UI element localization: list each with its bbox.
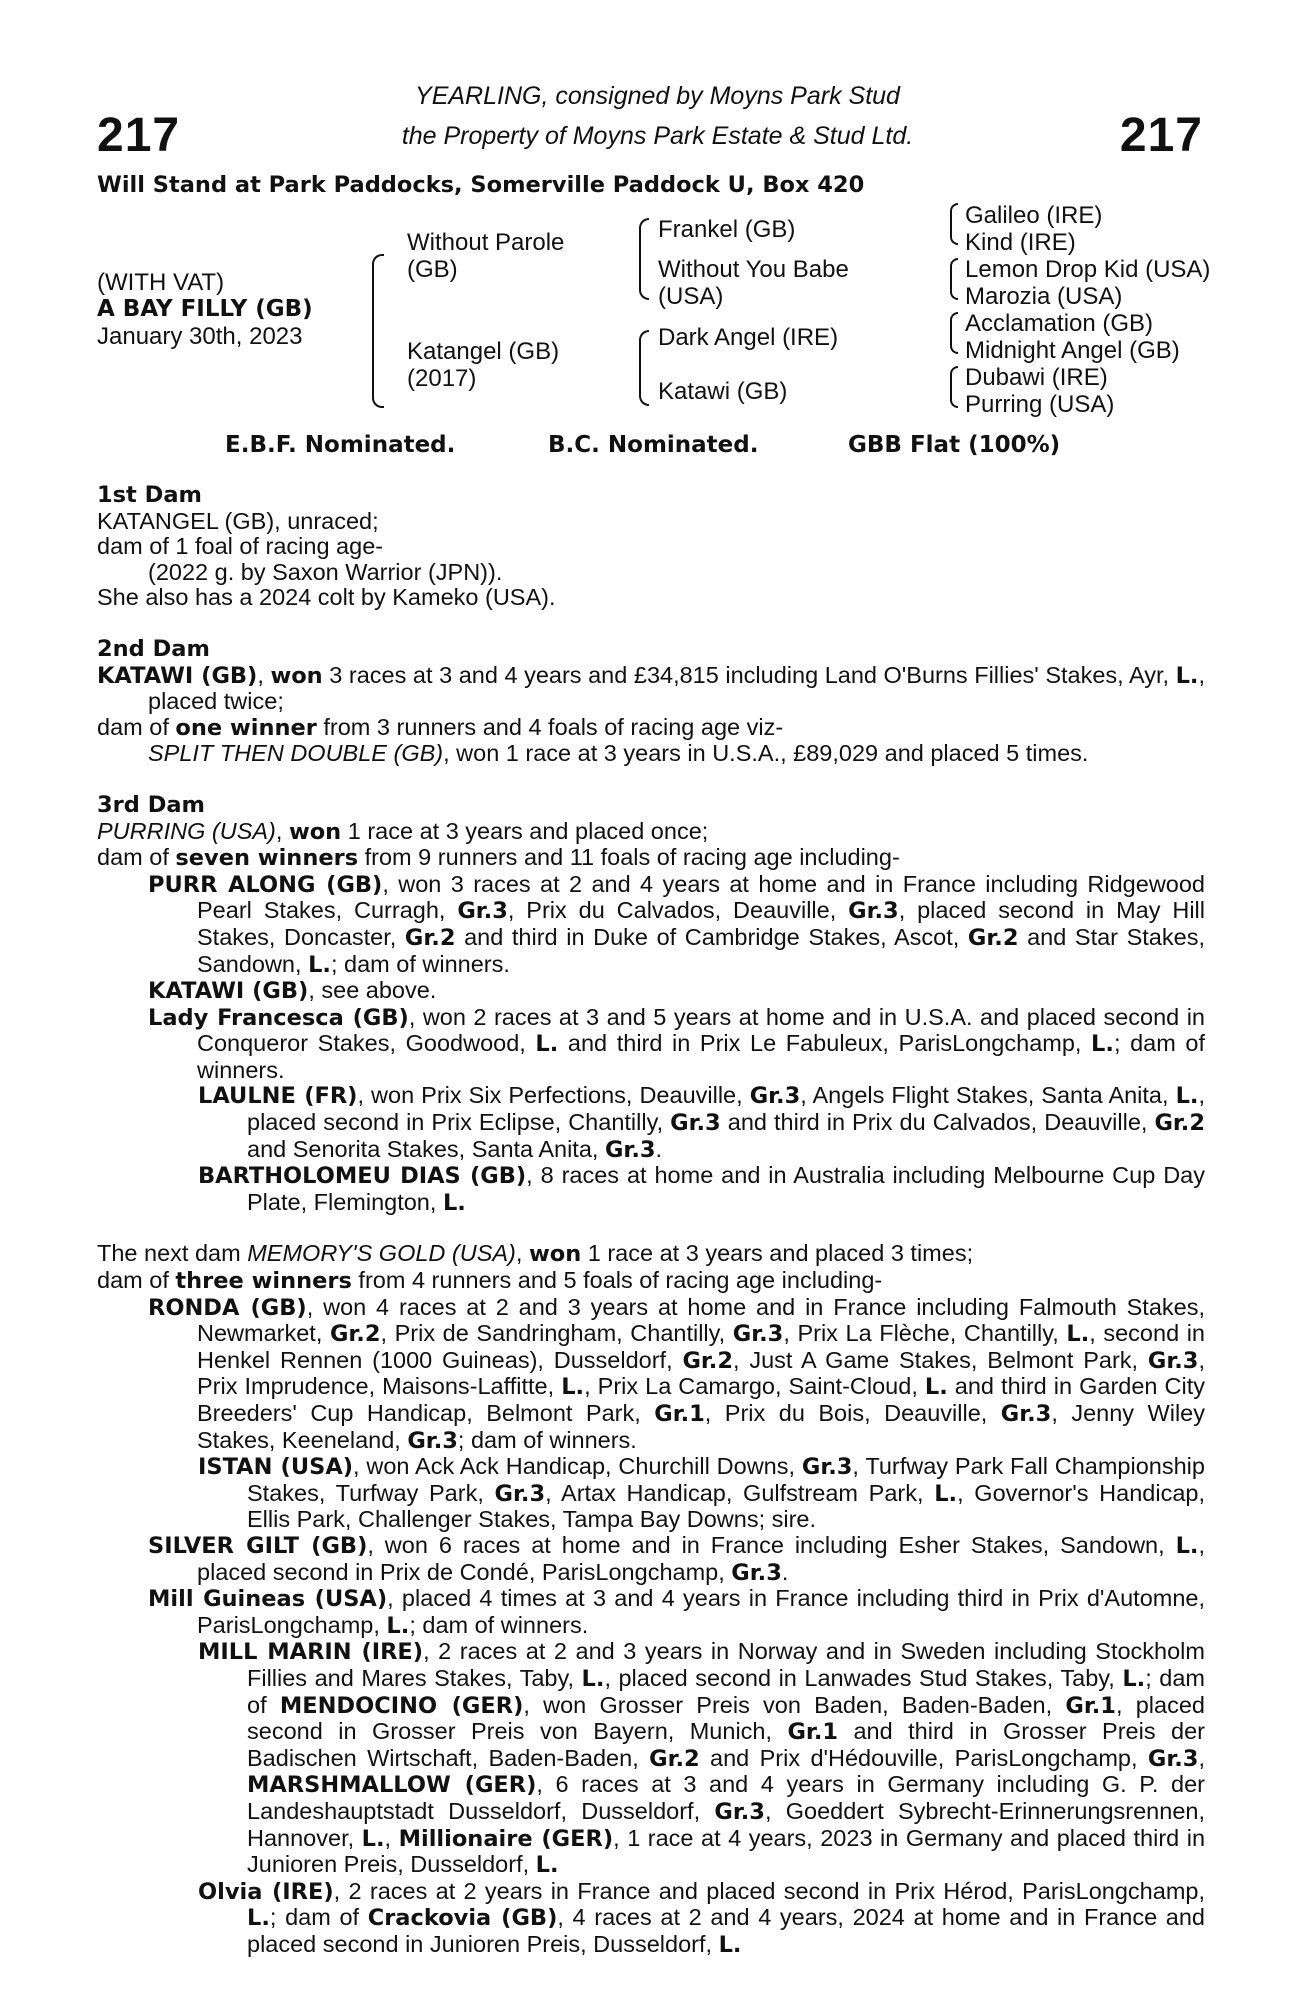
third-dam-title: 3rd Dam [97, 791, 205, 818]
pedigree-dam-year: (2017) [407, 365, 477, 392]
third-dam-record: PURRING (USA), won 1 race at 3 years and placed once; [97, 817, 709, 845]
produce-entry: MILL MARIN (IRE), 2 races at 2 and 3 years in Norway and in Sweden including Stockholm Fillies and Mares Stakes, Taby, L., placed second in Lanwades Stud Stakes, Taby, L.; dam of MENDOCINO (GER), won Grosser Preis von Baden, Baden-Baden, Gr.1, placed second in Grosser Preis von Bayern, Munich, Gr.1 and third in Grosser Preis der Badischen Wirtschaft, Baden-Baden, Gr.2 and Prix d'Hédouville, ParisLongchamp, Gr.3, MARSHMALLOW (GER), 6 races at 3 and 4 years in Germany including G. P. der Landeshauptstadt Dusseldorf, Dusseldorf, Gr.3, Goeddert Sybrecht-Erinnerungsrennen, Hannover, L., Millionaire (GER), 1 race at 4 years, 2023 in Germany and placed third in Junioren Preis, Dusseldorf, L. [198, 1638, 1206, 1879]
pedigree-brace-g4 [950, 366, 958, 408]
third-dam-produce: dam of seven winners from 9 runners and 11 foals of racing age including- [97, 844, 900, 872]
second-dam-record: KATAWI (GB), won 3 races at 3 and 4 years and £34,815 including Land O'Burns Fillies' Stakes, Ayr, L., placed twice; [97, 661, 1206, 715]
pedigree-g-dsd: Midnight Angel (GB) [965, 337, 1180, 364]
second-dam-title: 2nd Dam [97, 635, 210, 662]
pedigree-brace-g1 [950, 203, 958, 245]
horse-name: A BAY FILLY (GB) [97, 296, 313, 322]
produce-entry: LAULNE (FR), won Prix Six Perfections, Deauville, Gr.3, Angels Flight Stakes, Santa Anita, L., placed second in Prix Eclipse, Chantilly, Gr.3 and third in Prix du Calvados, Deauville, Gr.2 and Senorita Stakes, Santa Anita, Gr.3. [198, 1082, 1206, 1163]
pedigree-sire-dam: Without You Babe [658, 256, 849, 283]
second-dam-foal: SPLIT THEN DOUBLE (GB), won 1 race at 3 years in U.S.A., £89,029 and placed 5 times. [148, 740, 1089, 767]
foaling-date: January 30th, 2023 [97, 323, 303, 350]
ebf-nomination: E.B.F. Nominated. [225, 432, 456, 458]
bc-nomination: B.C. Nominated. [548, 432, 759, 458]
pedigree-brace-sire [639, 218, 649, 300]
produce-entry: Olvia (IRE), 2 races at 2 years in France and placed second in Prix Hérod, ParisLongchamp, L.; dam of Crackovia (GB), 4 races at 2 and 4 years, 2024 at home and in France and placed second in Junioren Preis, Dusseldorf, L. [198, 1877, 1206, 1958]
vat-note: (WITH VAT) [97, 269, 225, 296]
produce-entry: Mill Guineas (USA), placed 4 times at 3 and 4 years in France including third in Prix d'Automne, ParisLongchamp, L.; dam of winners. [148, 1585, 1206, 1639]
pedigree-sire: Without Parole [407, 229, 565, 256]
produce-entry: SILVER GILT (GB), won 6 races at home and in France including Esher Stakes, Sandown, L., placed second in Prix de Condé, ParisLongchamp, Gr.3. [148, 1531, 1205, 1586]
pedigree-g-ssd: Kind (IRE) [965, 229, 1076, 256]
stabling-line: Will Stand at Park Paddocks, Somerville Paddock U, Box 420 [97, 172, 865, 198]
second-dam-produce: dam of one winner from 3 runners and 4 foals of racing age viz- [97, 713, 784, 741]
pedigree-g-sds: Lemon Drop Kid (USA) [965, 256, 1211, 283]
consignor-line: YEARLING, consigned by Moyns Park Stud [415, 82, 900, 110]
lot-number-left: 217 [97, 109, 181, 162]
produce-entry: BARTHOLOMEU DIAS (GB), 8 races at home and in Australia including Melbourne Cup Day Plate, Flemington, L. [198, 1162, 1205, 1216]
first-dam-line: She also has a 2024 colt by Kameko (USA). [97, 584, 556, 611]
pedigree-sire-dam-country: (USA) [658, 283, 724, 310]
pedigree-sire-sire: Frankel (GB) [658, 216, 796, 243]
pedigree-brace-main [372, 254, 384, 408]
property-line: the Property of Moyns Park Estate & Stud Ltd. [401, 122, 914, 150]
pedigree-g-sdd: Marozia (USA) [965, 283, 1123, 310]
produce-entry: PURR ALONG (GB), won 3 races at 2 and 4 years at home and in France including Ridgewood Pearl Stakes, Curragh, Gr.3, Prix du Calvados, Deauville, Gr.3, placed second in May Hill Stakes, Doncaster, Gr.2 and third in Duke of Cambridge Stakes, Ascot, Gr.2 and Star Stakes, Sandown, L.; dam of winners. [148, 870, 1205, 978]
pedigree-dam-dam: Katawi (GB) [658, 378, 788, 405]
pedigree-brace-g2 [950, 258, 958, 300]
next-dam-record: The next dam MEMORY'S GOLD (USA), won 1 race at 3 years and placed 3 times; [97, 1240, 974, 1268]
pedigree-dam: Katangel (GB) [407, 338, 560, 365]
lot-number-right: 217 [1119, 109, 1203, 162]
first-dam-title: 1st Dam [97, 482, 202, 508]
next-dam-produce: dam of three winners from 4 runners and 5 foals of racing age including- [97, 1267, 883, 1295]
first-dam-foal: (2022 g. by Saxon Warrior (JPN)). [148, 558, 503, 585]
pedigree-g-sss: Galileo (IRE) [965, 202, 1103, 229]
pedigree-brace-g3 [950, 312, 958, 354]
pedigree-g-dds: Dubawi (IRE) [965, 364, 1108, 391]
produce-entry: ISTAN (USA), won Ack Ack Handicap, Churchill Downs, Gr.3, Turfway Park Fall Championship Stakes, Turfway Park, Gr.3, Artax Handicap, Gulfstream Park, L., Governor's Handicap, Ellis Park, Challenger Stakes, Tampa Bay Downs; sire. [198, 1453, 1205, 1533]
produce-entry: KATAWI (GB), see above. [148, 977, 437, 1005]
pedigree-brace-dam [639, 330, 649, 406]
pedigree-g-ddd: Purring (USA) [965, 391, 1115, 418]
produce-entry: RONDA (GB), won 4 races at 2 and 3 years at home and in France including Falmouth Stakes, Newmarket, Gr.2, Prix de Sandringham, Chantilly, Gr.3, Prix La Flèche, Chantilly, L., second in Henkel Rennen (1000 Guineas), Dusseldorf, Gr.2, Just A Game Stakes, Belmont Park, Gr.3, Prix Imprudence, Maisons-Laffitte, L., Prix La Camargo, Saint-Cloud, L. and third in Garden City Breeders' Cup Handicap, Belmont Park, Gr.1, Prix du Bois, Deauville, Gr.3, Jenny Wiley Stakes, Keeneland, Gr.3; dam of winners. [148, 1293, 1206, 1454]
catalogue-body [97, 482, 1205, 1958]
pedigree-g-dss: Acclamation (GB) [965, 310, 1154, 337]
pedigree-dam-sire: Dark Angel (IRE) [658, 324, 839, 351]
pedigree-sire-country: (GB) [407, 256, 458, 283]
gbb-nomination: GBB Flat (100%) [848, 432, 1061, 458]
first-dam-line: KATANGEL (GB), unraced; [97, 507, 379, 534]
first-dam-line: dam of 1 foal of racing age- [97, 533, 384, 560]
produce-entry: Lady Francesca (GB), won 2 races at 3 and 5 years at home and in U.S.A. and placed second in Conqueror Stakes, Goodwood, L. and third in Prix Le Fabuleux, ParisLongchamp, L.; dam of winners. [148, 1003, 1205, 1083]
